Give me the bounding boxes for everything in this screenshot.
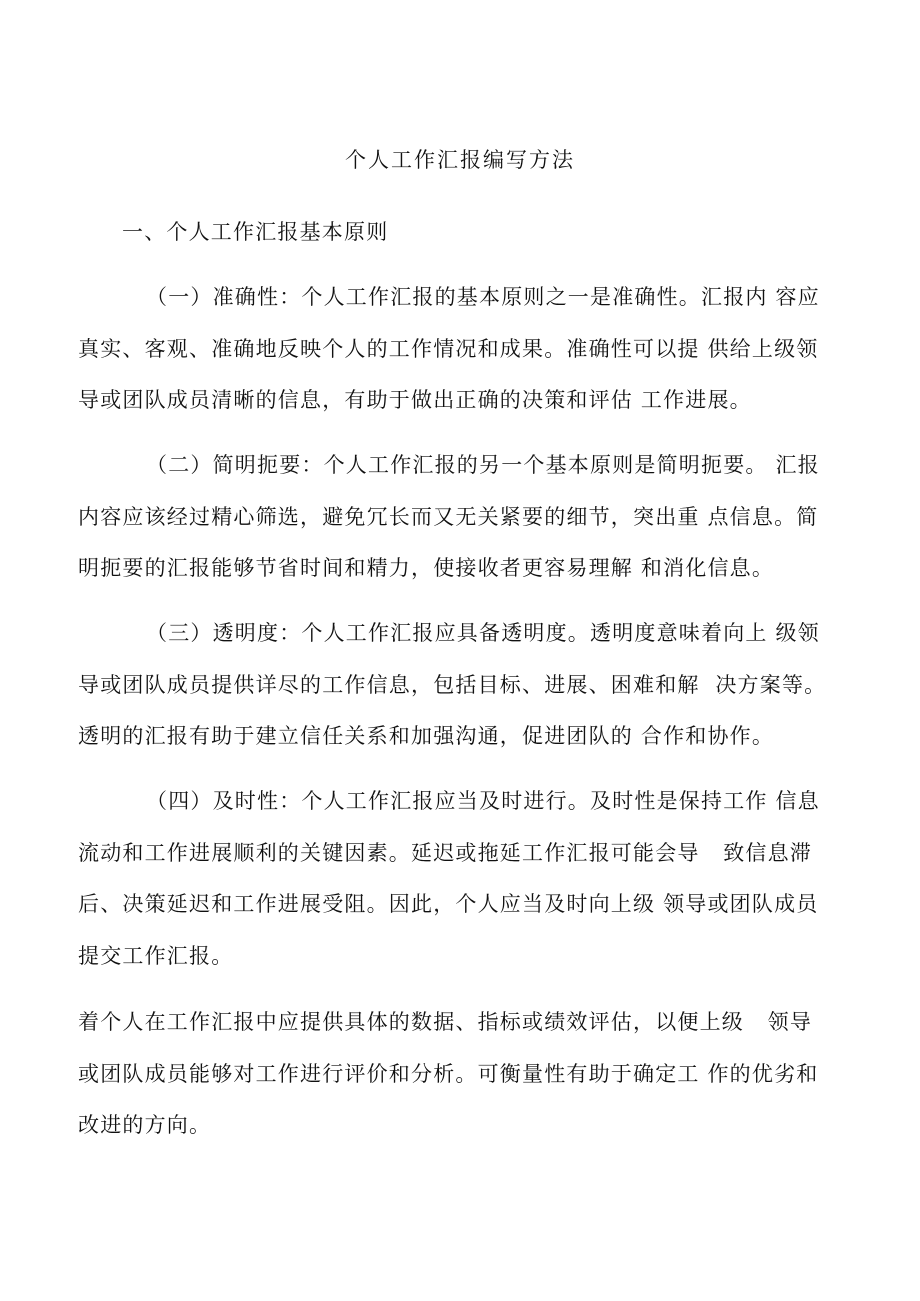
paragraph-line: 提交工作汇报。 <box>78 944 234 968</box>
section-heading: 一、个人工作汇报基本原则 <box>122 220 389 244</box>
paragraph-line: 内容应该经过精心筛选，避免冗长而又无关紧要的细节，突出重 点信息。简 <box>78 505 819 529</box>
paragraph-line: （三）透明度：个人工作汇报应具备透明度。透明度意味着向上 级领 <box>146 621 820 645</box>
paragraph-line: 透明的汇报有助于建立信任关系和加强沟通，促进团队的 合作和协作。 <box>78 724 775 748</box>
paragraph-line: 明扼要的汇报能够节省时间和精力，使接收者更容易理解 和消化信息。 <box>78 556 775 580</box>
document-title: 个人工作汇报编写方法 <box>345 148 575 172</box>
paragraph-line: 流动和工作进展顺利的关键因素。延迟或拖延工作汇报可能会导 致信息滞 <box>78 841 813 865</box>
paragraph-line: 真实、客观、准确地反映个人的工作情况和成果。准确性可以提 供给上级领 <box>78 337 819 361</box>
paragraph-line: （二）简明扼要：个人工作汇报的另一个基本原则是简明扼要。 汇报 <box>146 453 820 477</box>
paragraph-line: （四）及时性：个人工作汇报应当及时进行。及时性是保持工作 信息 <box>146 789 820 813</box>
paragraph-line: （一）准确性：个人工作汇报的基本原则之一是准确性。汇报内 容应 <box>146 285 820 309</box>
paragraph-line: 导或团队成员清晰的信息，有助于做出正确的决策和评估 工作进展。 <box>78 388 752 412</box>
paragraph-line: 后、决策延迟和工作进展受阻。因此，个人应当及时向上级 领导或团队成员 <box>78 892 819 916</box>
paragraph-line: 改进的方向。 <box>78 1113 212 1137</box>
paragraph-line: 或团队成员能够对工作进行评价和分析。可衡量性有助于确定工 作的优劣和 <box>78 1062 819 1086</box>
paragraph-line: 着个人在工作汇报中应提供具体的数据、指标或绩效评估，以便上级 领导 <box>78 1010 813 1034</box>
paragraph-line: 导或团队成员提供详尽的工作信息，包括目标、进展、困难和解 决方案等。 <box>78 673 827 697</box>
